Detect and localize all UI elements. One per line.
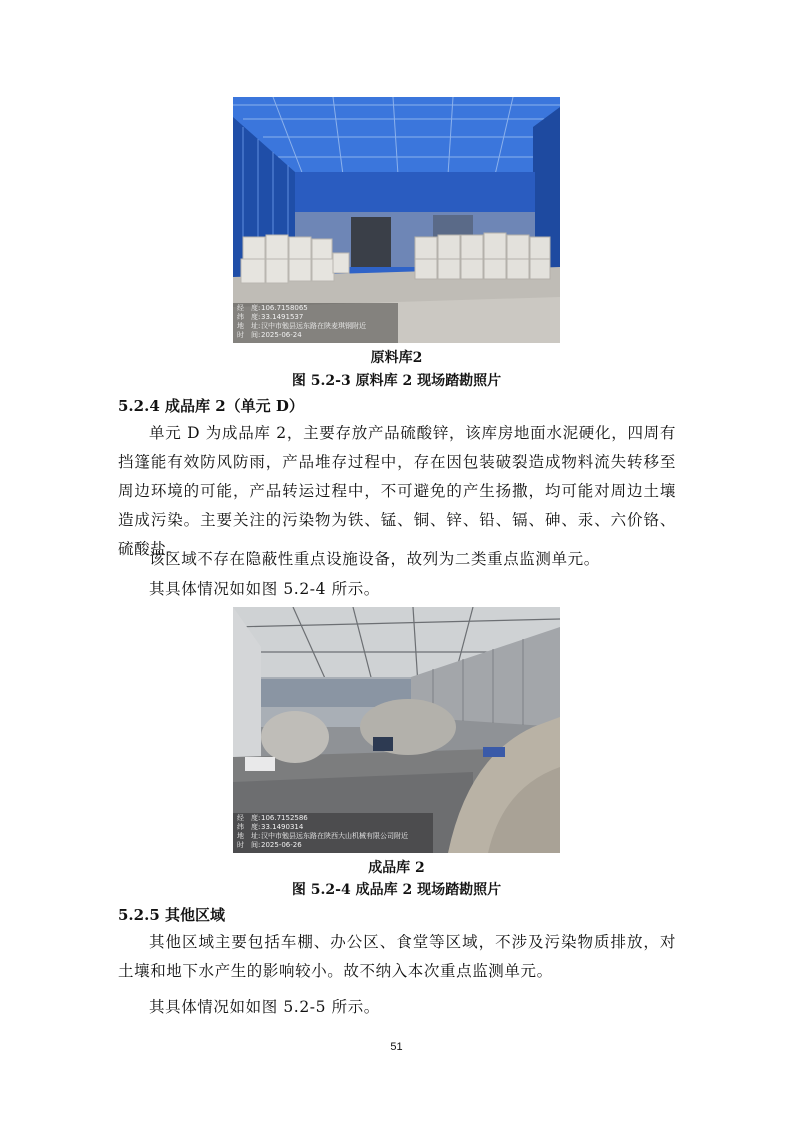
body-paragraph: 其他区域主要包括车棚、办公区、食堂等区域，不涉及污染物质排放，对土壤和地下水产生的影响较小。故不纳入本次重点监测单元。 [118, 933, 676, 980]
photo-subcaption: 成品库 2 [368, 860, 425, 876]
section-heading: 5.2.5 其他区域 [118, 906, 225, 924]
body-paragraph: 其具体情况如如图 5.2-4 所示。 [149, 580, 380, 598]
warehouse-photo-finished-goods [233, 607, 560, 853]
figure-caption: 图 5.2-4 成品库 2 现场踏勘照片 [291, 882, 502, 898]
warehouse-photo-raw-material [233, 97, 560, 343]
photo-stamp: 经 度:106.7152586 纬 度:33.1490314 地 址:汉中市勉县远东路在陕西大山机械有限公司附近 时 间:2025-06-26 [237, 814, 408, 849]
photo-stamp: 经 度:106.7158065 纬 度:33.1491537 地 址:汉中市勉县远东路在陕麦琪钢附近 时 间:2025-06-24 [237, 304, 366, 339]
photo-subcaption: 原料库2 [370, 350, 423, 366]
section-heading: 5.2.4 成品库 2（单元 D） [118, 397, 304, 415]
body-paragraph: 单元 D 为成品库 2，主要存放产品硫酸锌，该库房地面水泥硬化，四周有挡篷能有效防风防雨，产品堆存过程中，存在因包装破裂造成物料流失转移至周边环境的可能，产品转运过程中，不可避免的产生扬撒，均可能对周边土壤造成污染。主要关注的污染物为铁、锰、铜、锌、铅、镉、砷、汞、六价铬、硫酸盐。 [118, 424, 676, 558]
body-paragraph: 其具体情况如如图 5.2-5 所示。 [149, 998, 380, 1016]
figure-caption: 图 5.2-3 原料库 2 现场踏勘照片 [291, 373, 502, 389]
page-number: 51 [390, 1041, 403, 1053]
body-paragraph: 该区域不存在隐蔽性重点设施设备，故列为二类重点监测单元。 [149, 550, 600, 568]
